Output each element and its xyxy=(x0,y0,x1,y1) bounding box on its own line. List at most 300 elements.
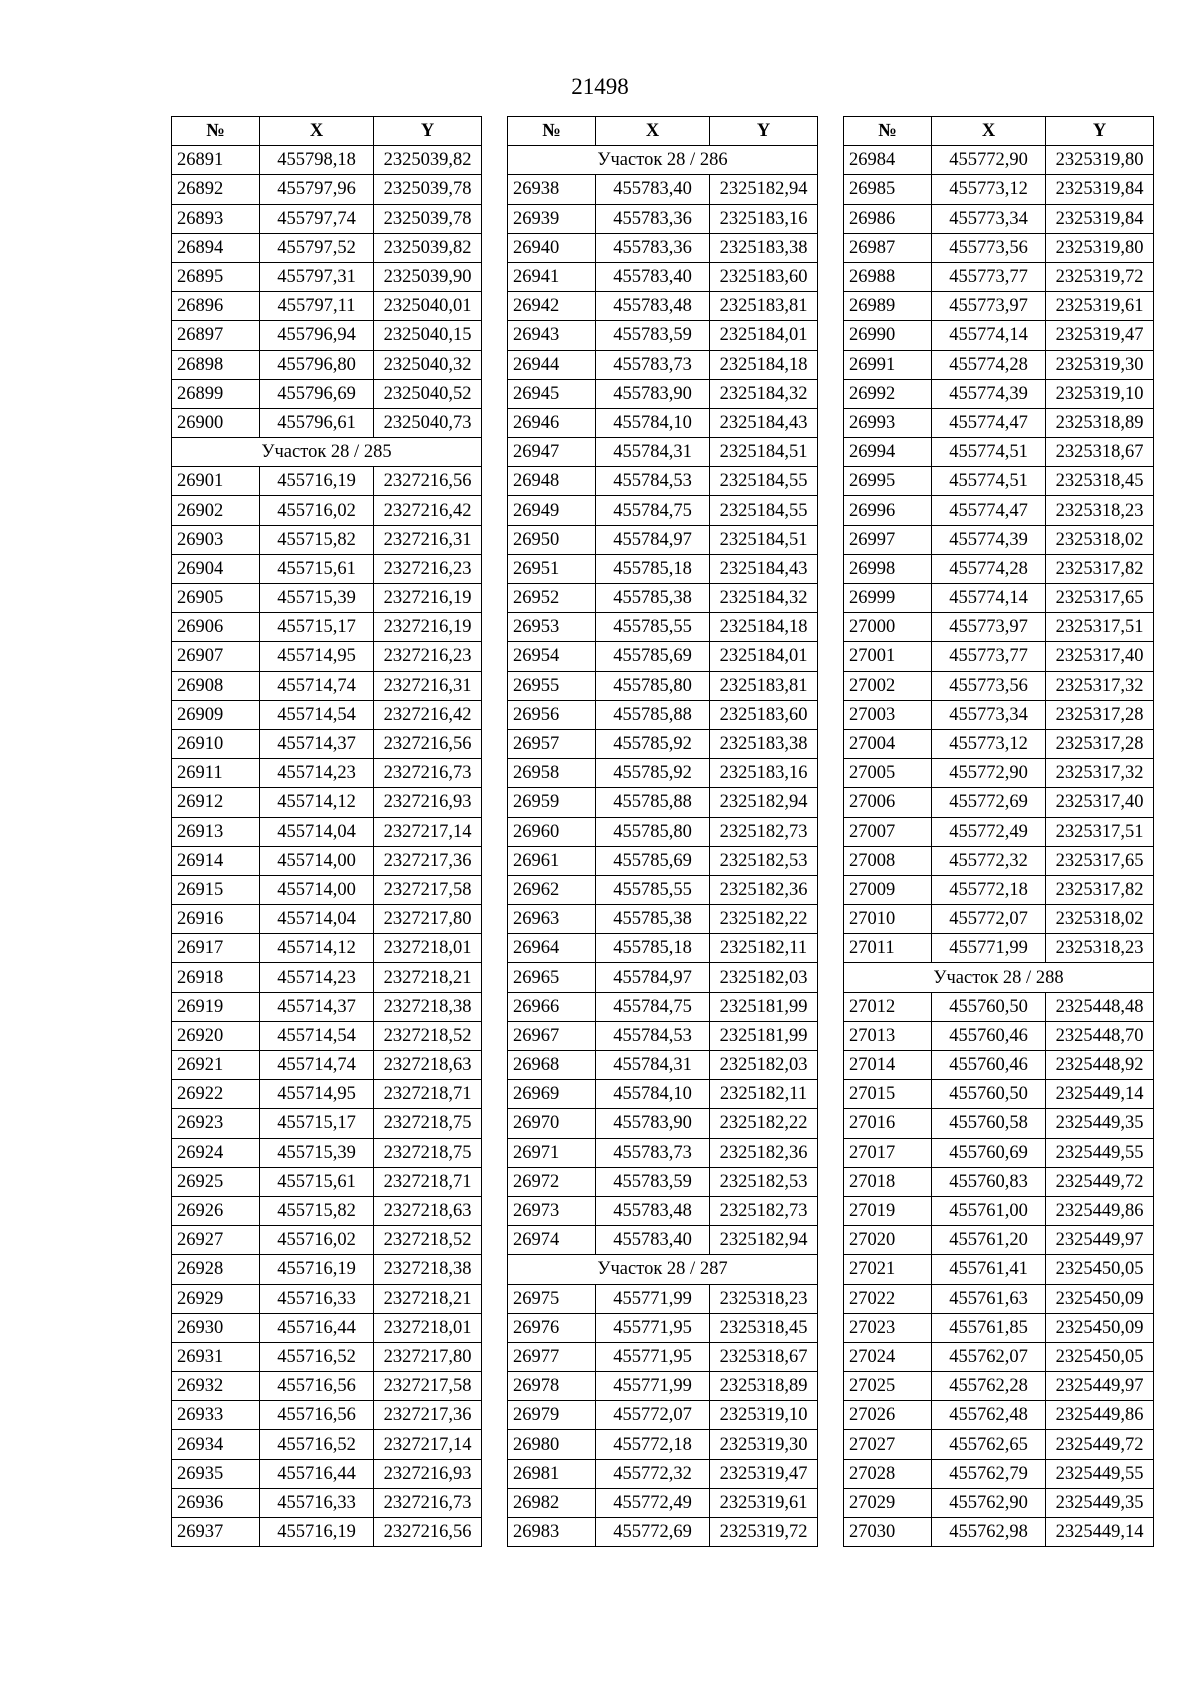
x-coordinate: 455714,12 xyxy=(260,788,374,817)
table-row xyxy=(844,146,1154,175)
point-number: 26958 xyxy=(508,759,596,788)
point-number: 26954 xyxy=(508,642,596,671)
point-number: 27014 xyxy=(844,1051,932,1080)
x-coordinate: 455761,00 xyxy=(932,1196,1046,1225)
point-number: 26949 xyxy=(508,496,596,525)
y-coordinate: 2325319,47 xyxy=(1046,321,1154,350)
table-row xyxy=(508,496,818,525)
y-coordinate: 2327216,19 xyxy=(374,584,482,613)
point-number: 26953 xyxy=(508,613,596,642)
table-row xyxy=(172,204,482,233)
point-number: 27003 xyxy=(844,700,932,729)
y-coordinate: 2325039,90 xyxy=(374,262,482,291)
x-coordinate: 455714,00 xyxy=(260,875,374,904)
table-row xyxy=(844,613,1154,642)
x-coordinate: 455772,32 xyxy=(932,846,1046,875)
y-coordinate: 2325182,94 xyxy=(710,1226,818,1255)
x-coordinate: 455774,47 xyxy=(932,408,1046,437)
table-row xyxy=(172,846,482,875)
y-coordinate: 2325040,01 xyxy=(374,292,482,321)
y-coordinate: 2325449,97 xyxy=(1046,1226,1154,1255)
x-coordinate: 455772,69 xyxy=(932,788,1046,817)
point-number: 26982 xyxy=(508,1488,596,1517)
y-coordinate: 2325319,10 xyxy=(710,1401,818,1430)
x-coordinate: 455761,41 xyxy=(932,1255,1046,1284)
point-number: 26997 xyxy=(844,525,932,554)
table-row xyxy=(508,992,818,1021)
point-number: 26893 xyxy=(172,204,260,233)
table-row xyxy=(172,1313,482,1342)
x-coordinate: 455774,51 xyxy=(932,438,1046,467)
x-coordinate: 455784,75 xyxy=(596,496,710,525)
table-row xyxy=(172,817,482,846)
x-coordinate: 455784,75 xyxy=(596,992,710,1021)
x-coordinate: 455771,95 xyxy=(596,1313,710,1342)
x-coordinate: 455760,50 xyxy=(932,1080,1046,1109)
y-coordinate: 2325450,05 xyxy=(1046,1255,1154,1284)
x-coordinate: 455773,97 xyxy=(932,292,1046,321)
x-coordinate: 455760,46 xyxy=(932,1021,1046,1050)
x-coordinate: 455715,17 xyxy=(260,1109,374,1138)
x-coordinate: 455796,80 xyxy=(260,350,374,379)
y-coordinate: 2325040,15 xyxy=(374,321,482,350)
point-number: 26905 xyxy=(172,584,260,613)
x-coordinate: 455716,52 xyxy=(260,1342,374,1371)
table-row xyxy=(508,525,818,554)
y-coordinate: 2325317,51 xyxy=(1046,613,1154,642)
point-number: 26957 xyxy=(508,729,596,758)
point-number: 26928 xyxy=(172,1255,260,1284)
table-row xyxy=(844,1518,1154,1547)
point-number: 26899 xyxy=(172,379,260,408)
y-coordinate: 2325449,35 xyxy=(1046,1109,1154,1138)
y-coordinate: 2327216,42 xyxy=(374,700,482,729)
table-row xyxy=(844,759,1154,788)
table-row xyxy=(508,350,818,379)
y-coordinate: 2325319,72 xyxy=(1046,262,1154,291)
table-row xyxy=(172,1051,482,1080)
table-row xyxy=(172,1488,482,1517)
x-coordinate: 455716,52 xyxy=(260,1430,374,1459)
point-number: 26985 xyxy=(844,175,932,204)
y-coordinate: 2325318,23 xyxy=(1046,934,1154,963)
point-number: 27020 xyxy=(844,1226,932,1255)
y-coordinate: 2325319,30 xyxy=(1046,350,1154,379)
table-row xyxy=(508,554,818,583)
coordinates-table-right xyxy=(843,116,1154,1547)
y-coordinate: 2325317,28 xyxy=(1046,729,1154,758)
table-row xyxy=(844,1430,1154,1459)
y-coordinate: 2325182,03 xyxy=(710,1051,818,1080)
y-coordinate: 2325449,72 xyxy=(1046,1430,1154,1459)
y-coordinate: 2325182,03 xyxy=(710,963,818,992)
section-row xyxy=(508,1255,818,1284)
table-row xyxy=(172,554,482,583)
x-coordinate: 455772,07 xyxy=(932,905,1046,934)
table-row xyxy=(172,1109,482,1138)
table-row xyxy=(172,905,482,934)
point-number: 26923 xyxy=(172,1109,260,1138)
table-row xyxy=(844,788,1154,817)
x-coordinate: 455785,38 xyxy=(596,905,710,934)
y-coordinate: 2327218,71 xyxy=(374,1167,482,1196)
point-number: 26925 xyxy=(172,1167,260,1196)
x-coordinate: 455760,58 xyxy=(932,1109,1046,1138)
x-coordinate: 455783,48 xyxy=(596,1196,710,1225)
y-coordinate: 2327217,14 xyxy=(374,1430,482,1459)
x-coordinate: 455714,04 xyxy=(260,817,374,846)
x-coordinate: 455772,18 xyxy=(596,1430,710,1459)
x-coordinate: 455714,95 xyxy=(260,1080,374,1109)
x-coordinate: 455762,98 xyxy=(932,1518,1046,1547)
y-coordinate: 2325319,80 xyxy=(1046,233,1154,262)
y-coordinate: 2327218,21 xyxy=(374,963,482,992)
point-number: 26900 xyxy=(172,408,260,437)
y-coordinate: 2325318,23 xyxy=(710,1284,818,1313)
point-number: 26894 xyxy=(172,233,260,262)
point-number: 27022 xyxy=(844,1284,932,1313)
y-coordinate: 2325039,78 xyxy=(374,204,482,233)
x-coordinate: 455784,10 xyxy=(596,408,710,437)
table-row xyxy=(844,1226,1154,1255)
y-coordinate: 2325183,81 xyxy=(710,292,818,321)
x-coordinate: 455785,80 xyxy=(596,671,710,700)
table-row xyxy=(508,292,818,321)
point-number: 26913 xyxy=(172,817,260,846)
table-row xyxy=(508,1459,818,1488)
section-row xyxy=(844,963,1154,992)
x-coordinate: 455714,54 xyxy=(260,700,374,729)
point-number: 26991 xyxy=(844,350,932,379)
y-coordinate: 2325449,55 xyxy=(1046,1138,1154,1167)
point-number: 26938 xyxy=(508,175,596,204)
x-coordinate: 455774,28 xyxy=(932,350,1046,379)
x-coordinate: 455773,34 xyxy=(932,700,1046,729)
x-coordinate: 455762,90 xyxy=(932,1488,1046,1517)
table-row xyxy=(172,1080,482,1109)
x-coordinate: 455797,11 xyxy=(260,292,374,321)
y-coordinate: 2327216,23 xyxy=(374,642,482,671)
y-coordinate: 2327216,93 xyxy=(374,788,482,817)
point-number: 26908 xyxy=(172,671,260,700)
table-row xyxy=(508,233,818,262)
point-number: 26931 xyxy=(172,1342,260,1371)
table-row xyxy=(172,1255,482,1284)
point-number: 26963 xyxy=(508,905,596,934)
x-coordinate: 455774,14 xyxy=(932,321,1046,350)
x-coordinate: 455785,92 xyxy=(596,759,710,788)
y-coordinate: 2325182,11 xyxy=(710,934,818,963)
point-number: 26983 xyxy=(508,1518,596,1547)
x-coordinate: 455784,53 xyxy=(596,1021,710,1050)
x-coordinate: 455716,56 xyxy=(260,1372,374,1401)
x-coordinate: 455716,33 xyxy=(260,1284,374,1313)
x-coordinate: 455762,07 xyxy=(932,1342,1046,1371)
point-number: 26896 xyxy=(172,292,260,321)
x-coordinate: 455785,18 xyxy=(596,934,710,963)
point-number: 26941 xyxy=(508,262,596,291)
point-number: 27016 xyxy=(844,1109,932,1138)
table-row xyxy=(172,1401,482,1430)
y-coordinate: 2325184,43 xyxy=(710,554,818,583)
table-row xyxy=(172,525,482,554)
point-number: 26995 xyxy=(844,467,932,496)
point-number: 27021 xyxy=(844,1255,932,1284)
x-coordinate: 455715,39 xyxy=(260,584,374,613)
x-coordinate: 455773,97 xyxy=(932,613,1046,642)
y-coordinate: 2327216,56 xyxy=(374,1518,482,1547)
table-row xyxy=(172,1138,482,1167)
point-number: 26944 xyxy=(508,350,596,379)
point-number: 26956 xyxy=(508,700,596,729)
table-row xyxy=(844,1255,1154,1284)
x-coordinate: 455773,77 xyxy=(932,642,1046,671)
x-coordinate: 455772,49 xyxy=(932,817,1046,846)
x-coordinate: 455797,74 xyxy=(260,204,374,233)
y-coordinate: 2325319,30 xyxy=(710,1430,818,1459)
x-coordinate: 455714,54 xyxy=(260,1021,374,1050)
x-coordinate: 455760,46 xyxy=(932,1051,1046,1080)
y-coordinate: 2325039,78 xyxy=(374,175,482,204)
table-row xyxy=(172,934,482,963)
point-number: 27019 xyxy=(844,1196,932,1225)
y-coordinate: 2325318,67 xyxy=(710,1342,818,1371)
point-number: 26959 xyxy=(508,788,596,817)
point-number: 27012 xyxy=(844,992,932,1021)
point-number: 26915 xyxy=(172,875,260,904)
point-number: 27015 xyxy=(844,1080,932,1109)
table-row xyxy=(172,875,482,904)
table-row xyxy=(508,817,818,846)
y-coordinate: 2325318,67 xyxy=(1046,438,1154,467)
x-coordinate: 455783,90 xyxy=(596,379,710,408)
point-number: 26988 xyxy=(844,262,932,291)
x-coordinate: 455797,52 xyxy=(260,233,374,262)
x-coordinate: 455784,31 xyxy=(596,1051,710,1080)
point-number: 26926 xyxy=(172,1196,260,1225)
section-title: Участок 28 / 287 xyxy=(508,1255,818,1284)
table-row xyxy=(844,1342,1154,1371)
table-row xyxy=(508,467,818,496)
y-coordinate: 2325319,47 xyxy=(710,1459,818,1488)
y-coordinate: 2325319,80 xyxy=(1046,146,1154,175)
table-row xyxy=(508,584,818,613)
x-coordinate: 455785,18 xyxy=(596,554,710,583)
table-row xyxy=(508,1313,818,1342)
table-row xyxy=(172,146,482,175)
y-coordinate: 2325184,18 xyxy=(710,350,818,379)
point-number: 27017 xyxy=(844,1138,932,1167)
x-coordinate: 455771,95 xyxy=(596,1342,710,1371)
x-coordinate: 455715,82 xyxy=(260,1196,374,1225)
y-coordinate: 2325184,51 xyxy=(710,438,818,467)
point-number: 26933 xyxy=(172,1401,260,1430)
x-coordinate: 455783,90 xyxy=(596,1109,710,1138)
table-row xyxy=(508,729,818,758)
table-row xyxy=(844,408,1154,437)
table-row xyxy=(508,934,818,963)
y-coordinate: 2327216,93 xyxy=(374,1459,482,1488)
table-header-row xyxy=(508,117,818,146)
header-y: Y xyxy=(1046,117,1154,146)
table-row xyxy=(172,1021,482,1050)
x-coordinate: 455773,56 xyxy=(932,233,1046,262)
x-coordinate: 455773,56 xyxy=(932,671,1046,700)
point-number: 26962 xyxy=(508,875,596,904)
y-coordinate: 2325183,60 xyxy=(710,700,818,729)
x-coordinate: 455761,20 xyxy=(932,1226,1046,1255)
point-number: 26903 xyxy=(172,525,260,554)
point-number: 26980 xyxy=(508,1430,596,1459)
y-coordinate: 2327218,75 xyxy=(374,1138,482,1167)
x-coordinate: 455783,40 xyxy=(596,175,710,204)
x-coordinate: 455716,02 xyxy=(260,496,374,525)
x-coordinate: 455785,55 xyxy=(596,875,710,904)
table-row xyxy=(844,292,1154,321)
point-number: 26978 xyxy=(508,1372,596,1401)
y-coordinate: 2325450,05 xyxy=(1046,1342,1154,1371)
y-coordinate: 2325450,09 xyxy=(1046,1284,1154,1313)
y-coordinate: 2327216,56 xyxy=(374,729,482,758)
y-coordinate: 2325183,81 xyxy=(710,671,818,700)
table-row xyxy=(844,584,1154,613)
x-coordinate: 455716,44 xyxy=(260,1459,374,1488)
y-coordinate: 2327218,71 xyxy=(374,1080,482,1109)
x-coordinate: 455783,59 xyxy=(596,1167,710,1196)
y-coordinate: 2327217,36 xyxy=(374,846,482,875)
y-coordinate: 2325449,72 xyxy=(1046,1167,1154,1196)
point-number: 27002 xyxy=(844,671,932,700)
y-coordinate: 2325318,02 xyxy=(1046,525,1154,554)
table-row xyxy=(172,671,482,700)
table-row xyxy=(508,1080,818,1109)
point-number: 26912 xyxy=(172,788,260,817)
header-x: X xyxy=(932,117,1046,146)
y-coordinate: 2325039,82 xyxy=(374,146,482,175)
y-coordinate: 2327216,42 xyxy=(374,496,482,525)
table-row xyxy=(508,1226,818,1255)
point-number: 26955 xyxy=(508,671,596,700)
table-row xyxy=(844,1138,1154,1167)
x-coordinate: 455714,37 xyxy=(260,992,374,1021)
y-coordinate: 2325183,16 xyxy=(710,204,818,233)
point-number: 27024 xyxy=(844,1342,932,1371)
section-title: Участок 28 / 286 xyxy=(508,146,818,175)
table-row xyxy=(844,1109,1154,1138)
table-row xyxy=(172,408,482,437)
y-coordinate: 2327218,38 xyxy=(374,1255,482,1284)
y-coordinate: 2325317,65 xyxy=(1046,584,1154,613)
table-row xyxy=(844,379,1154,408)
x-coordinate: 455774,14 xyxy=(932,584,1046,613)
table-row xyxy=(508,1430,818,1459)
table-row xyxy=(844,1080,1154,1109)
table-row xyxy=(508,1401,818,1430)
point-number: 26948 xyxy=(508,467,596,496)
point-number: 26906 xyxy=(172,613,260,642)
table-row xyxy=(508,1518,818,1547)
y-coordinate: 2327218,75 xyxy=(374,1109,482,1138)
table-row xyxy=(172,262,482,291)
table-row xyxy=(508,846,818,875)
point-number: 26970 xyxy=(508,1109,596,1138)
point-number: 26990 xyxy=(844,321,932,350)
point-number: 27026 xyxy=(844,1401,932,1430)
y-coordinate: 2325182,94 xyxy=(710,788,818,817)
y-coordinate: 2325449,14 xyxy=(1046,1518,1154,1547)
point-number: 26907 xyxy=(172,642,260,671)
point-number: 26898 xyxy=(172,350,260,379)
table-row xyxy=(172,350,482,379)
table-row xyxy=(508,759,818,788)
y-coordinate: 2325181,99 xyxy=(710,1021,818,1050)
y-coordinate: 2325319,61 xyxy=(1046,292,1154,321)
table-row xyxy=(172,467,482,496)
x-coordinate: 455772,69 xyxy=(596,1518,710,1547)
y-coordinate: 2327218,52 xyxy=(374,1226,482,1255)
point-number: 26897 xyxy=(172,321,260,350)
y-coordinate: 2325183,16 xyxy=(710,759,818,788)
x-coordinate: 455715,39 xyxy=(260,1138,374,1167)
coordinates-table-middle xyxy=(507,116,818,1547)
x-coordinate: 455774,39 xyxy=(932,525,1046,554)
x-coordinate: 455716,19 xyxy=(260,467,374,496)
point-number: 26937 xyxy=(172,1518,260,1547)
y-coordinate: 2325319,10 xyxy=(1046,379,1154,408)
point-number: 26910 xyxy=(172,729,260,758)
point-number: 26891 xyxy=(172,146,260,175)
table-row xyxy=(172,321,482,350)
point-number: 27004 xyxy=(844,729,932,758)
table-row xyxy=(844,817,1154,846)
x-coordinate: 455773,12 xyxy=(932,729,1046,758)
table-row xyxy=(508,963,818,992)
table-row xyxy=(508,204,818,233)
point-number: 26922 xyxy=(172,1080,260,1109)
x-coordinate: 455785,92 xyxy=(596,729,710,758)
section-title: Участок 28 / 288 xyxy=(844,963,1154,992)
point-number: 26968 xyxy=(508,1051,596,1080)
table-row xyxy=(508,1488,818,1517)
table-row xyxy=(508,1021,818,1050)
table-row xyxy=(172,1430,482,1459)
point-number: 26972 xyxy=(508,1167,596,1196)
y-coordinate: 2327218,38 xyxy=(374,992,482,1021)
table-row xyxy=(844,700,1154,729)
point-number: 27011 xyxy=(844,934,932,963)
x-coordinate: 455772,07 xyxy=(596,1401,710,1430)
x-coordinate: 455797,96 xyxy=(260,175,374,204)
y-coordinate: 2325449,35 xyxy=(1046,1488,1154,1517)
y-coordinate: 2325450,09 xyxy=(1046,1313,1154,1342)
y-coordinate: 2325182,36 xyxy=(710,1138,818,1167)
point-number: 26939 xyxy=(508,204,596,233)
table-row xyxy=(172,1518,482,1547)
y-coordinate: 2327216,19 xyxy=(374,613,482,642)
table-row xyxy=(508,175,818,204)
point-number: 26934 xyxy=(172,1430,260,1459)
x-coordinate: 455772,90 xyxy=(932,759,1046,788)
x-coordinate: 455784,31 xyxy=(596,438,710,467)
x-coordinate: 455783,36 xyxy=(596,204,710,233)
x-coordinate: 455761,85 xyxy=(932,1313,1046,1342)
point-number: 26936 xyxy=(172,1488,260,1517)
table-row xyxy=(508,321,818,350)
x-coordinate: 455783,48 xyxy=(596,292,710,321)
point-number: 26935 xyxy=(172,1459,260,1488)
x-coordinate: 455774,28 xyxy=(932,554,1046,583)
point-number: 27006 xyxy=(844,788,932,817)
